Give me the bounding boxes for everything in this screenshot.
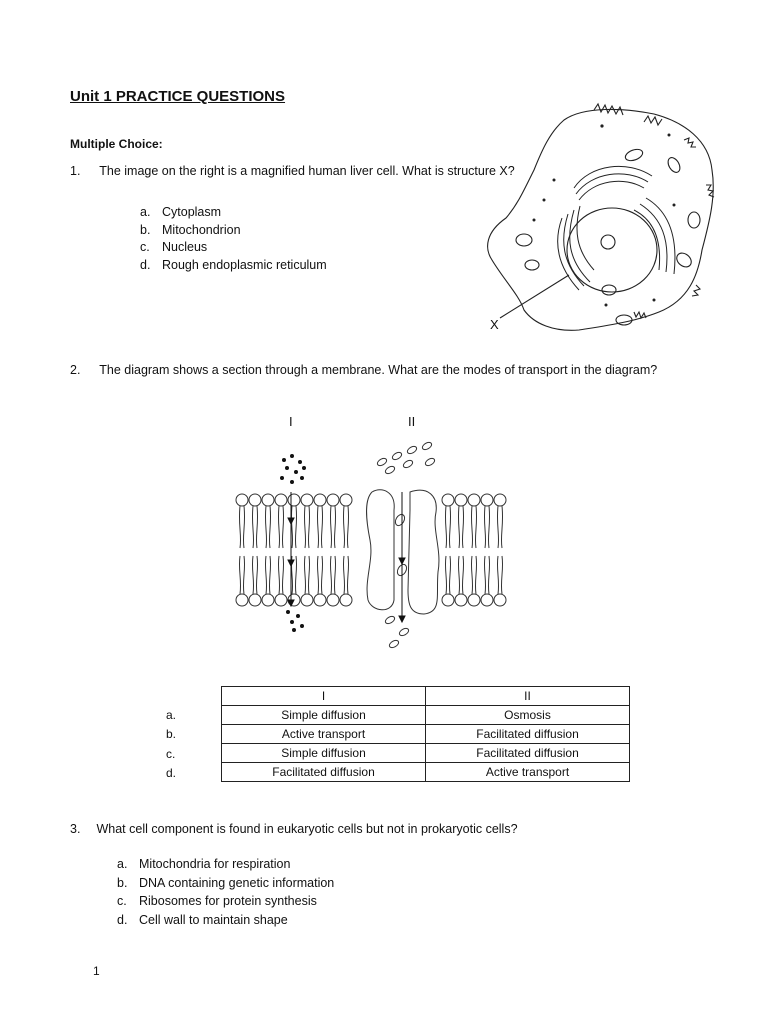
table-header-ii: II [426,687,630,706]
liver-cell-diagram [484,100,724,336]
question-2-number: 2. [70,363,81,377]
nucleus-icon [567,208,657,292]
section-heading: Multiple Choice: [70,137,163,151]
table-cell: Simple diffusion [222,706,426,725]
question-2-text: The diagram shows a section through a membrane. What are the modes of transport in the diagram? [99,363,658,377]
membrane-label-i: I [289,414,293,429]
q1-option-c-text: Nucleus [162,240,208,254]
table-row [222,725,630,744]
question-3-number: 3. [70,822,81,836]
table-row [222,763,630,782]
q1-option-d-letter: d. [140,258,151,272]
table-header-i: I [222,687,426,706]
q2-answer-table [221,686,630,782]
q2-row-d-letter: d. [166,766,177,780]
table-cell: Simple diffusion [222,744,426,763]
q3-option-c-text: Ribosomes for protein synthesis [139,894,317,908]
table-row [222,744,630,763]
table-cell: Active transport [222,725,426,744]
q1-option-d-text: Rough endoplasmic reticulum [162,258,327,272]
q1-option-a-letter: a. [140,205,151,219]
q1-option-b-text: Mitochondrion [162,223,241,237]
q1-option-c [140,240,207,254]
q3-option-c-letter: c. [117,894,127,908]
q1-option-d [140,258,327,272]
channel-protein-left [367,490,395,610]
q1-option-b-letter: b. [140,223,151,237]
q1-option-a [140,205,221,219]
membrane-label-ii: II [408,414,416,429]
question-2 [70,363,657,377]
channel-protein-right [408,490,439,614]
table-cell: Facilitated diffusion [222,763,426,782]
q2-row-c-letter: c. [166,747,176,761]
page-title: Unit 1 PRACTICE QUESTIONS [70,88,286,105]
question-1 [70,164,515,178]
q3-option-b [117,876,334,890]
q3-option-b-text: DNA containing genetic information [139,876,335,890]
question-1-number: 1. [70,164,81,178]
q1-option-b [140,223,241,237]
q3-option-a [117,857,290,871]
q3-option-a-letter: a. [117,857,128,871]
question-3-text: What cell component is found in eukaryotic cells but not in prokaryotic cells? [96,822,518,836]
q3-option-d-letter: d. [117,913,128,927]
question-1-text: The image on the right is a magnified human liver cell. What is structure X? [99,164,515,178]
q1-option-c-letter: c. [140,240,150,254]
q3-option-c [117,894,317,908]
table-cell: Facilitated diffusion [426,725,630,744]
cell-outline [488,109,714,330]
q3-option-b-letter: b. [117,876,128,890]
q3-option-d-text: Cell wall to maintain shape [139,913,288,927]
cell-label-x: X [490,317,499,332]
membrane-diagram [232,400,532,662]
table-header-row [222,687,630,706]
q2-row-a-letter: a. [166,708,177,722]
question-3 [70,822,518,836]
page-number: 1 [93,964,100,978]
q3-option-a-text: Mitochondria for respiration [139,857,291,871]
table-cell: Facilitated diffusion [426,744,630,763]
table-row [222,706,630,725]
table-cell: Osmosis [426,706,630,725]
q1-option-a-text: Cytoplasm [162,205,222,219]
q2-row-b-letter: b. [166,727,177,741]
table-cell: Active transport [426,763,630,782]
golgi-icon [574,166,652,200]
q3-option-d [117,913,288,927]
rough-er-icon [558,198,675,290]
pointer-line [500,275,569,318]
